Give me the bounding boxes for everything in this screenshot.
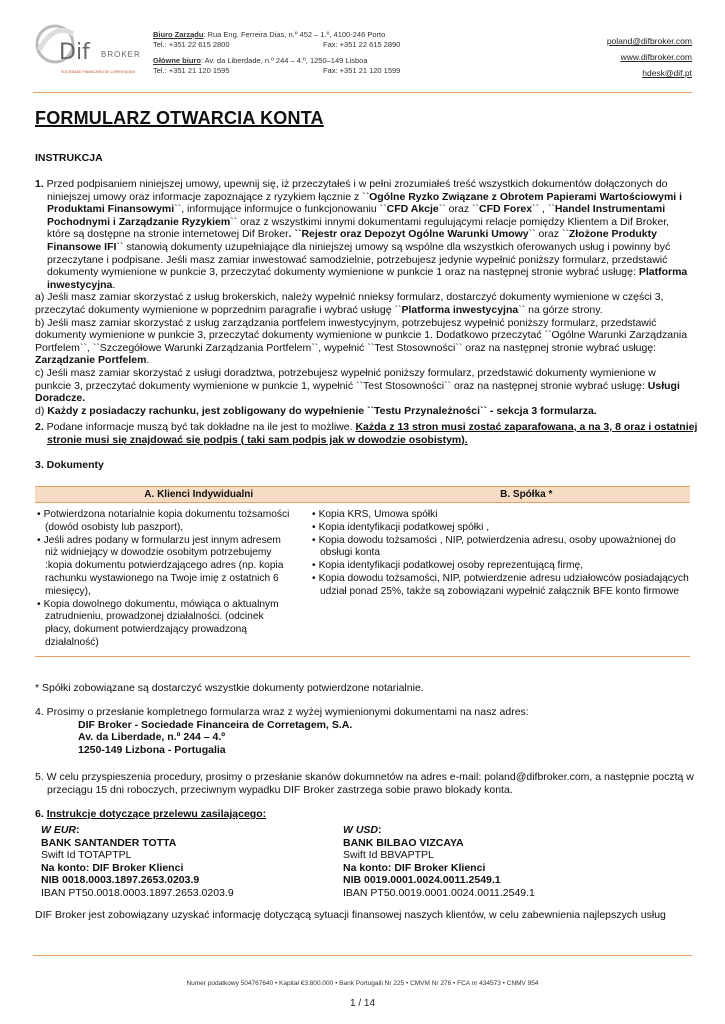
doc-list-item: • Kopia dowolnego dokumentu, mówiąca o aktualnym zatrudnieniu, prowadzonej działalności. (odcinek płacy, dokument potwierdzający prowadzoną działalność) (35, 599, 290, 650)
company-logo (33, 20, 143, 80)
eur-label: W EUR (41, 824, 76, 836)
usd-transfer: W USD: BANK BILBAO VIZCAYA Swift Id BBVAPTPL Na konto: DIF Broker Klienci NIB 0019.0001.0024.0011.2549.1 IBAN PT50.0019.0001.0024.0011.2549.1 (343, 824, 643, 900)
usd-swift: Swift Id BBVAPTPL (343, 849, 434, 862)
section6-number: 6. (35, 808, 47, 820)
usd-iban: IBAN PT50.0019.0001.0024.0011.2549.1 (343, 886, 535, 899)
section6-title: Instrukcje dotyczące przelewu zasilającego: (46, 808, 267, 820)
section-6-heading (35, 808, 690, 821)
header-divider (33, 92, 692, 93)
eur-swift: Swift Id TOTAPTPL (41, 849, 132, 862)
email-hdesk-link[interactable]: hdesk@dif.pt (642, 68, 692, 78)
documents-heading: 3. Dokumenty (35, 459, 104, 471)
closing-text: DIF Broker jest zobowiązany uzyskać informację dotyczącą sytuacji finansowej naszych klientów, w celu zabewnienia najlepszych usług (35, 909, 666, 921)
footer-legal: Numer podatkowy 504767640 • Kapitał €3.800.000 • Bank Portugalli Nr 225 • CMVM Nr 276 • FCA nr 434573 • CNMV 954 (186, 980, 539, 987)
doc-list-item: • Kopia KRS, Umowa spółki (310, 509, 690, 522)
col-company-header: B. Spółka * (500, 489, 553, 500)
instruction-1: 1. Przed podpisaniem niniejszej umowy, upewnij się, iż przeczytałeś i w pełni zrozumiałeś treść wszystkich dokumentów dołączonych do niniejszej umowy oraz informacje zapoznające z ryzykiem łącznie z ``Ogólne Ryzko Związane z Obrotem Papierami Wartościowymi i Produktami Finansowymi``, informujące informujce o funkcjonowaniu ``CFD Akcje`` oraz ``CFD Forex`` , ``Handel Instrumentami Pochodnymi i Zarządzanie Ryzykiem`` oraz z wszystkimi innymi dokumentami regulującymi relacje pomiędzy Klientem a Dif Broker, które są dostępne na stronie internetowej Dif Broker. ``Rejestr oraz Depozyt Ogólne Warunki Umowy`` oraz ``Złożone Produkty Finansowe IFI`` stanowią dokumenty uzupełniające dla niniejszej umowy są wspólne dla wszystkich oferowanych usług i powinny być przeczytane i podpisane. Jeśli masz zamiar inwestować samodzielnie, potrzebujesz jedynie wypełnić poniższy formularz, przedstawić dokumenty wymienione w punkcie 3, przeczytać dokumenty wymienione w punkcie 1 oraz na następnej stronie wybrać usługę: Platforma inwestycyjna. a) Jeśli masz zamiar skorzystać z usług brokerskich, należy wypełnić nnieksy formularz, dostarczyć dokumenty wymienione w części 3, przeczytać dokumenty wymienione w poprzednim paragrafie i wybrać usługę ``Platforma inwestycyjna`` na górze strony. b) Jeśli masz zamiar skorzystać z usług zarządzania portfelem inwestycyjnym, potrzebujesz wypełnić poniższy formularz, przedstawić dokumenty wymienione w punkcie 3, przeczytać dokumenty wymienione w punkcie 1. Dodatkowo przeczytać ``Ogólne Warunki Zarządzania Portfelem``, ``Szczegółowe Warunki Zarządzania Portfelem``, wypełnić ``Test Stosowności`` oraz na następnej stronie wybrać usługę: Zarządzanie Portfelem. c) Jeśli masz zamiar skorzystać z usługi doradztwa, potrzebujesz wypełnić poniższy formularz, przedstawić dokumenty wymienione w punkcie 3, przeczytać dokumenty wymienione w punkcie 1, wypełnić ``Test Stosowności`` oraz na następnej stronie wybrać usługę: Usługi Doradcze. d) Każdy z posiadaczy rachunku, jest zobligowany do wypełnienie ``Testu Przynależności`` - sekcja 3 formularza. (35, 178, 688, 417)
eur-account: Na konto: DIF Broker Klienci (41, 861, 184, 874)
usd-bank: BANK BILBAO VIZCAYA (343, 836, 464, 849)
office-info (153, 30, 423, 76)
usd-nib: NIB 0019.0001.0024.0011.2549.1 (343, 874, 501, 887)
individual-docs-list (35, 509, 290, 650)
documents-table (35, 486, 690, 657)
office2-address: : Av. da Liberdade, n.º 244 – 4.º, 1250–149 Lisboa (200, 56, 368, 65)
header-links (607, 33, 692, 81)
page-title: FORMULARZ OTWARCIA KONTA (35, 108, 324, 128)
doc-list-item: • Kopia dowodu tożsamości, NIP, potwierdzenie adresu udziałowców posiadających udział ponad 25%, także są zobowiązani wypełnić załącznik BFE konto firmowe (310, 573, 690, 599)
office2-label: Główne biuro (153, 56, 201, 65)
office1-label: Biuro Zarządu (153, 30, 204, 39)
address-line-1: DIF Broker - Sociedade Financeira de Corretagem, S.A. (78, 718, 353, 731)
eur-nib: NIB 0018.0003.1897.2653.0203.9 (41, 874, 200, 887)
eur-iban: IBAN PT50.0018.0003.1897.2653.0203.9 (41, 886, 234, 899)
eur-bank: BANK SANTANDER TOTTA (41, 836, 177, 849)
eur-transfer: W EUR: BANK SANTANDER TOTTA Swift Id TOTAPTPL Na konto: DIF Broker Klienci NIB 0018.0003.1897.2653.0203.9 IBAN PT50.0018.0003.1897.2653.0203.9 (41, 824, 331, 900)
company-note: * Spółki zobowiązane są dostarczyć wszystkie dokumenty potwierdzone notarialnie. (35, 682, 424, 694)
company-docs-list (310, 509, 690, 599)
website-link[interactable]: www.difbroker.com (620, 52, 692, 62)
section5-post: , a następnie pocztą w przeciągu 15 dni roboczych, przeciwnym wypadku DIF Broker zastrzega sobie prawo blokady konta. (47, 771, 694, 796)
section4-text: 4. Prosimy o przesłanie kompletnego formularza wraz z wyżej wymienionymi dokumentami na nasz adres: (35, 706, 529, 718)
doc-list-item: • Potwierdzona notarialnie kopia dokumentu tożsamości (dowód osobisty lub paszport), (35, 509, 290, 535)
office1-address: : Rua Eng. Ferreira Dias, n.º 452 – 1.º, 4100-246 Porto (203, 30, 386, 39)
doc-list-item: • Kopia dowodu tożsamości , NIP, potwierdzenia adresu, osoby upoważnionej do obsługi konta (310, 535, 690, 561)
footer-divider (33, 955, 692, 956)
address-line-2: Av. da Liberdade, n.º 244 – 4.º (78, 731, 226, 744)
usd-label: W USD (343, 824, 378, 836)
office1-fax: Fax: +351 22 615 2890 (323, 40, 401, 49)
doc-list-item: • Jeśli adres podany w formularzu jest innym adresem niż widniejący w dowodzie osobitym potrzebujemy :kopia dokumentu potwierdzającego adres (np. kopia rachunku wystawionego na Twoje imię z ostatnich 6 miesięcy), (35, 535, 290, 599)
instruction-heading: INSTRUKCJA (35, 152, 103, 164)
section-5 (35, 771, 702, 796)
section5-pre: 5. W celu przyspieszenia procedury, prosimy o przesłanie skanów dokumnetów na adres e-mail: (35, 771, 485, 783)
office2-tel: Tel.: +351 21 120 1595 (153, 66, 230, 75)
office2-fax: Fax: +351 21 120 1599 (323, 66, 401, 75)
logo-tagline: SOCIEDADE FINANCEIRA DE CORRETAGEM (61, 70, 136, 74)
col-individual-header: A. Klienci Indywidualni (144, 489, 254, 500)
email-poland-link[interactable]: poland@difbroker.com (606, 36, 692, 46)
section-4 (35, 706, 690, 756)
doc-list-item: • Kopia identyfikacji podatkowej spółki , (310, 522, 690, 535)
office1-tel: Tel.: +351 22 615 2800 (153, 40, 230, 49)
page-number: 1 / 14 (349, 998, 376, 1009)
logo-wordmark: Dif (59, 40, 90, 65)
email-link[interactable]: poland@difbroker.com (484, 771, 590, 783)
usd-account: Na konto: DIF Broker Klienci (343, 861, 486, 874)
instruction-2: 2. Podane informacje muszą być tak dokładne na ile jest to możliwe. Każda z 13 stron musi zostać zaparafowana, a na 3, 8 oraz i ostatniej stronie musi się znajdować się podpis ( taki sam podpis jak w dowodzie osobistym). (35, 421, 698, 446)
doc-list-item: • Kopia identyfikacji podatkowej osoby reprezentującą firmę, (310, 560, 690, 573)
logo-sub: BROKER (101, 50, 141, 59)
address-line-3: 1250-149 Lizbona - Portugalia (78, 743, 226, 756)
